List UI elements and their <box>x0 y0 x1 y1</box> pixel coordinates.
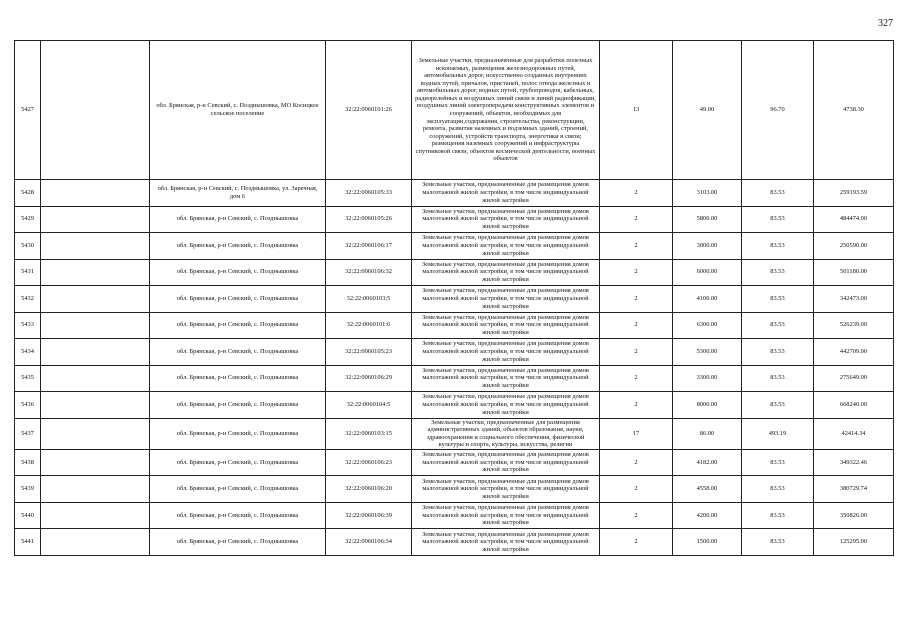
cadastral-value-cell: 125295.00 <box>814 529 894 556</box>
area-cell: 5300.00 <box>673 339 742 366</box>
land-use-cell: Земельные участки, предназначенные для размещения домов малоэтажной жилой застройки, в том числе индивидуальной жилой застройки <box>412 502 600 529</box>
empty-cell <box>41 502 150 529</box>
address-cell: обл. Брянская, р-н Севский, с. Позднышовка, МО Косицкое сельское поселение <box>150 41 326 180</box>
rate-cell: 83.53 <box>742 286 814 313</box>
table-row <box>15 392 894 419</box>
empty-cell <box>41 312 150 339</box>
address-cell: обл. Брянская, р-н Севский, с. Позднышовка <box>150 365 326 392</box>
use-code-cell: 17 <box>600 418 673 449</box>
use-code-cell: 2 <box>600 365 673 392</box>
cadastral-number-cell: 32:22:0060106:17 <box>326 233 412 260</box>
cadastral-number-cell: 32:22:0060103:5 <box>326 286 412 313</box>
area-cell: 4200.00 <box>673 502 742 529</box>
address-cell: обл. Брянская, р-н Севский, с. Позднышовка, ул. Заречная, дом 6 <box>150 180 326 207</box>
cadastral-number-cell: 32:22:0060106:23 <box>326 449 412 476</box>
land-use-cell: Земельные участки, предназначенные для размещения домов малоэтажной жилой застройки, в том числе индивидуальной жилой застройки <box>412 529 600 556</box>
use-code-cell: 2 <box>600 529 673 556</box>
area-cell: 8000.00 <box>673 392 742 419</box>
address-cell: обл. Брянская, р-н Севский, с. Позднышовка <box>150 233 326 260</box>
area-cell: 4100.00 <box>673 286 742 313</box>
land-use-cell: Земельные участки, предназначенные для размещения домов малоэтажной жилой застройки, в том числе индивидуальной жилой застройки <box>412 233 600 260</box>
row-number-cell: 5432 <box>15 286 41 313</box>
row-number-cell: 5434 <box>15 339 41 366</box>
area-cell: 1500.00 <box>673 529 742 556</box>
use-code-cell: 2 <box>600 502 673 529</box>
page-number: 327 <box>878 18 893 29</box>
land-use-cell: Земельные участки, предназначенные для разработки полезных ископаемых, размещения железнодорожных путей, автомобильных дорог, искусственно созданных внутренних водных путей, причалов, пристаней, полос отвода железных и автомобильных дорог, водных путей, трубопроводов, кабельных, радиорелейных и воздушных линий связи и линий радиофикации, воздушных линий электропередачи конструктивных элементов и сооружений, объектов, необходимых для эксплуатации,содержания, строительства, реконструкции, ремонта, развития наземных и подземных зданий, строений, сооружений, устройств транспорта, энергетики и связи; размещения наземных сооружений и инфраструктуры спутниковой связи, объектов космической деятельности, военных объектов <box>412 41 600 180</box>
use-code-cell: 2 <box>600 180 673 207</box>
cadastral-value-cell: 501180.00 <box>814 259 894 286</box>
cadastral-value-cell: 350826.00 <box>814 502 894 529</box>
empty-cell <box>41 259 150 286</box>
area-cell: 3103.00 <box>673 180 742 207</box>
cadastral-number-cell: 32:22:0060101:6 <box>326 312 412 339</box>
address-cell: обл. Брянская, р-н Севский, с. Позднышовка <box>150 529 326 556</box>
land-use-cell: Земельные участки, предназначенные для размещения домов малоэтажной жилой застройки, в том числе индивидуальной жилой застройки <box>412 365 600 392</box>
table-body <box>15 41 894 556</box>
area-cell: 5800.00 <box>673 206 742 233</box>
cadastral-value-cell: 526239.00 <box>814 312 894 339</box>
cadastral-number-cell: 32:22:0060104:5 <box>326 392 412 419</box>
use-code-cell: 2 <box>600 392 673 419</box>
cadastral-value-cell: 442709.00 <box>814 339 894 366</box>
cadastral-value-cell: 342473.00 <box>814 286 894 313</box>
row-number-cell: 5428 <box>15 180 41 207</box>
cadastral-value-cell: 250590.00 <box>814 233 894 260</box>
empty-cell <box>41 449 150 476</box>
use-code-cell: 13 <box>600 41 673 180</box>
address-cell: обл. Брянская, р-н Севский, с. Позднышовка <box>150 502 326 529</box>
use-code-cell: 2 <box>600 339 673 366</box>
area-cell: 3000.00 <box>673 233 742 260</box>
table-row <box>15 476 894 503</box>
rate-cell: 83.53 <box>742 449 814 476</box>
table-row <box>15 286 894 313</box>
address-cell: обл. Брянская, р-н Севский, с. Позднышовка <box>150 476 326 503</box>
area-cell: 6000.00 <box>673 259 742 286</box>
rate-cell: 96.70 <box>742 41 814 180</box>
cadastral-value-cell: 42414.34 <box>814 418 894 449</box>
cadastral-value-cell: 349322.46 <box>814 449 894 476</box>
row-number-cell: 5431 <box>15 259 41 286</box>
cadastral-number-cell: 32:22:0060105:23 <box>326 339 412 366</box>
rate-cell: 83.53 <box>742 233 814 260</box>
table-row <box>15 259 894 286</box>
empty-cell <box>41 339 150 366</box>
table-row <box>15 365 894 392</box>
land-use-cell: Земельные участки, предназначенные для размещения домов малоэтажной жилой застройки, в том числе индивидуальной жилой застройки <box>412 339 600 366</box>
empty-cell <box>41 41 150 180</box>
rate-cell: 83.53 <box>742 365 814 392</box>
row-number-cell: 5429 <box>15 206 41 233</box>
table-row <box>15 449 894 476</box>
land-use-cell: Земельные участки, предназначенные для размещения домов малоэтажной жилой застройки, в том числе индивидуальной жилой застройки <box>412 449 600 476</box>
row-number-cell: 5436 <box>15 392 41 419</box>
table-row <box>15 206 894 233</box>
rate-cell: 83.53 <box>742 476 814 503</box>
address-cell: обл. Брянская, р-н Севский, с. Позднышовка <box>150 392 326 419</box>
use-code-cell: 2 <box>600 476 673 503</box>
rate-cell: 83.53 <box>742 180 814 207</box>
empty-cell <box>41 180 150 207</box>
address-cell: обл. Брянская, р-н Севский, с. Позднышовка <box>150 259 326 286</box>
table-row <box>15 180 894 207</box>
land-use-cell: Земельные участки, предназначенные для размещения домов малоэтажной жилой застройки, в том числе индивидуальной жилой застройки <box>412 259 600 286</box>
address-cell: обл. Брянская, р-н Севский, с. Позднышовка <box>150 418 326 449</box>
use-code-cell: 2 <box>600 312 673 339</box>
use-code-cell: 2 <box>600 286 673 313</box>
empty-cell <box>41 392 150 419</box>
rate-cell: 493.19 <box>742 418 814 449</box>
address-cell: обл. Брянская, р-н Севский, с. Позднышовка <box>150 286 326 313</box>
row-number-cell: 5440 <box>15 502 41 529</box>
area-cell: 6300.00 <box>673 312 742 339</box>
rate-cell: 83.53 <box>742 312 814 339</box>
cadastral-value-cell: 484474.00 <box>814 206 894 233</box>
cadastral-number-cell: 32:22:0060105:26 <box>326 206 412 233</box>
address-cell: обл. Брянская, р-н Севский, с. Позднышовка <box>150 206 326 233</box>
cadastral-number-cell: 32:22:0060106:32 <box>326 259 412 286</box>
empty-cell <box>41 529 150 556</box>
cadastral-number-cell: 32:22:0060101:26 <box>326 41 412 180</box>
rate-cell: 83.53 <box>742 259 814 286</box>
land-registry-table <box>14 40 894 556</box>
cadastral-number-cell: 32:22:0060106:39 <box>326 502 412 529</box>
rate-cell: 83.53 <box>742 392 814 419</box>
table-row <box>15 529 894 556</box>
table-row <box>15 339 894 366</box>
empty-cell <box>41 206 150 233</box>
rate-cell: 83.53 <box>742 339 814 366</box>
use-code-cell: 2 <box>600 206 673 233</box>
empty-cell <box>41 233 150 260</box>
table-row <box>15 502 894 529</box>
cadastral-number-cell: 32:22:0060103:15 <box>326 418 412 449</box>
land-use-cell: Земельные участки, предназначенные для размещения домов малоэтажной жилой застройки, в том числе индивидуальной жилой застройки <box>412 286 600 313</box>
land-use-cell: Земельные участки, предназначенные для размещения административных зданий, объектов образования, науки, здравоохранения и социального обеспечения, физической культуры и спорта, культуры, искусства, религии <box>412 418 600 449</box>
cadastral-value-cell: 668240.00 <box>814 392 894 419</box>
empty-cell <box>41 476 150 503</box>
rate-cell: 83.53 <box>742 529 814 556</box>
land-use-cell: Земельные участки, предназначенные для размещения домов малоэтажной жилой застройки, в том числе индивидуальной жилой застройки <box>412 180 600 207</box>
cadastral-value-cell: 275649.00 <box>814 365 894 392</box>
empty-cell <box>41 365 150 392</box>
land-use-cell: Земельные участки, предназначенные для размещения домов малоэтажной жилой застройки, в том числе индивидуальной жилой застройки <box>412 312 600 339</box>
cadastral-number-cell: 32:22:0060106:34 <box>326 529 412 556</box>
rate-cell: 83.53 <box>742 502 814 529</box>
table-row <box>15 418 894 449</box>
cadastral-value-cell: 380729.74 <box>814 476 894 503</box>
row-number-cell: 5435 <box>15 365 41 392</box>
cadastral-value-cell: 259193.59 <box>814 180 894 207</box>
cadastral-value-cell: 4738.30 <box>814 41 894 180</box>
area-cell: 86.00 <box>673 418 742 449</box>
use-code-cell: 2 <box>600 449 673 476</box>
land-use-cell: Земельные участки, предназначенные для размещения домов малоэтажной жилой застройки, в том числе индивидуальной жилой застройки <box>412 476 600 503</box>
address-cell: обл. Брянская, р-н Севский, с. Позднышовка <box>150 312 326 339</box>
cadastral-number-cell: 32:22:0060105:33 <box>326 180 412 207</box>
row-number-cell: 5427 <box>15 41 41 180</box>
table-row <box>15 41 894 180</box>
area-cell: 3300.00 <box>673 365 742 392</box>
empty-cell <box>41 286 150 313</box>
cadastral-number-cell: 32:22:0060106:20 <box>326 476 412 503</box>
area-cell: 4182.00 <box>673 449 742 476</box>
land-use-cell: Земельные участки, предназначенные для размещения домов малоэтажной жилой застройки, в том числе индивидуальной жилой застройки <box>412 392 600 419</box>
land-use-cell: Земельные участки, предназначенные для размещения домов малоэтажной жилой застройки, в том числе индивидуальной жилой застройки <box>412 206 600 233</box>
row-number-cell: 5441 <box>15 529 41 556</box>
row-number-cell: 5430 <box>15 233 41 260</box>
use-code-cell: 2 <box>600 259 673 286</box>
table-row <box>15 233 894 260</box>
address-cell: обл. Брянская, р-н Севский, с. Позднышовка <box>150 339 326 366</box>
row-number-cell: 5437 <box>15 418 41 449</box>
row-number-cell: 5433 <box>15 312 41 339</box>
rate-cell: 83.53 <box>742 206 814 233</box>
empty-cell <box>41 418 150 449</box>
table-row <box>15 312 894 339</box>
row-number-cell: 5438 <box>15 449 41 476</box>
address-cell: обл. Брянская, р-н Севский, с. Позднышовка <box>150 449 326 476</box>
cadastral-number-cell: 32:22:0060106:29 <box>326 365 412 392</box>
area-cell: 49.00 <box>673 41 742 180</box>
use-code-cell: 2 <box>600 233 673 260</box>
row-number-cell: 5439 <box>15 476 41 503</box>
area-cell: 4558.00 <box>673 476 742 503</box>
